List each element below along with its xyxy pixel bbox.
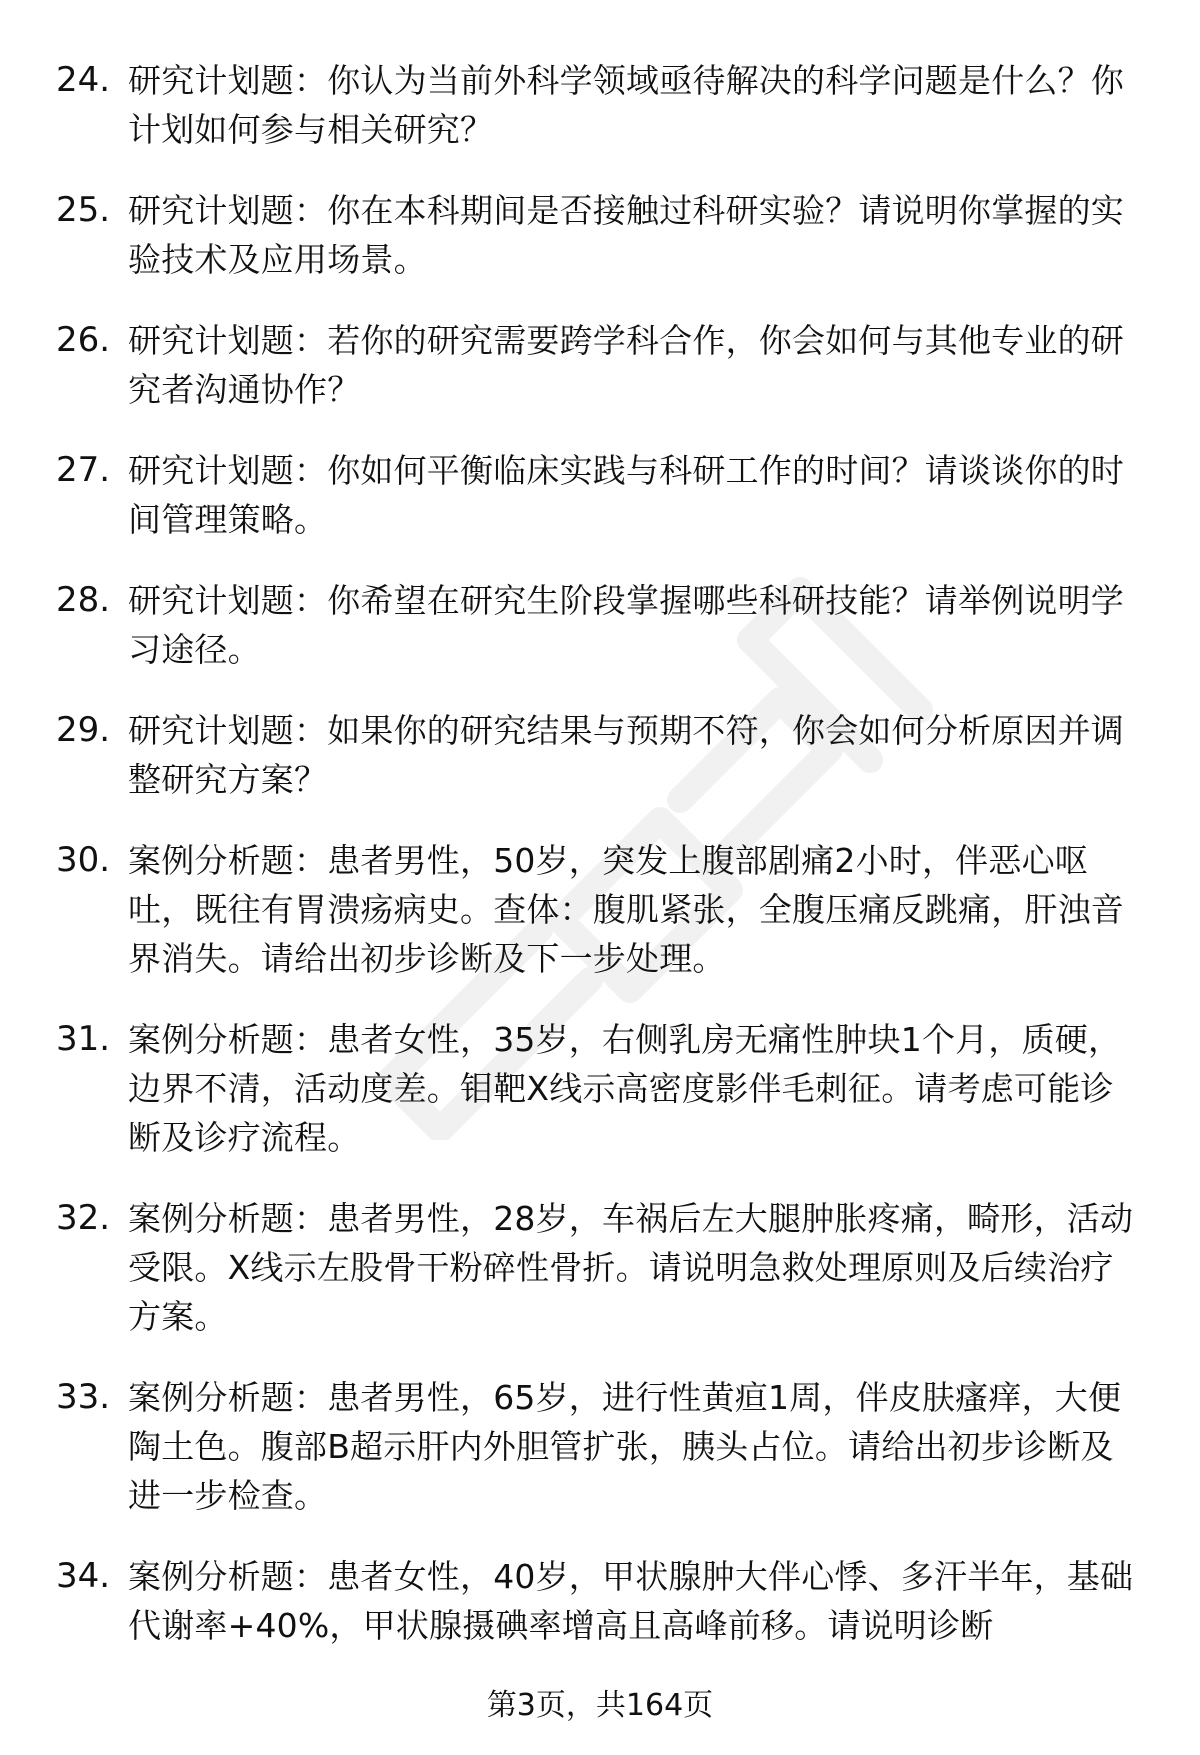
- question-number: 24.: [56, 60, 111, 100]
- question-text: 研究计划题：你如何平衡临床实践与科研工作的时间？请谈谈你的时间管理策略。: [128, 451, 1124, 539]
- question-number: 27.: [56, 450, 111, 490]
- question-item: [56, 56, 1146, 154]
- question-text: 研究计划题：你希望在研究生阶段掌握哪些科研技能？请举例说明学习途径。: [128, 581, 1124, 669]
- question-text: 案例分析题：患者男性，28岁，车祸后左大腿肿胀疼痛，畸形，活动受限。X线示左股骨干粉碎性骨折。请说明急救处理原则及后续治疗方案。: [128, 1199, 1134, 1336]
- question-text: 案例分析题：患者女性，40岁，甲状腺肿大伴心悸、多汗半年，基础代谢率+40%，甲状腺摄碘率增高且高峰前移。请说明诊断: [128, 1557, 1134, 1645]
- question-number: 31.: [56, 1019, 111, 1059]
- question-number: 29.: [56, 710, 111, 750]
- question-number: 34.: [56, 1556, 111, 1596]
- question-item: [56, 836, 1146, 983]
- question-number: 28.: [56, 580, 111, 620]
- question-item: [56, 186, 1146, 284]
- question-item: [56, 1194, 1146, 1341]
- question-number: 33.: [56, 1377, 111, 1417]
- question-number: 32.: [56, 1198, 111, 1238]
- question-text: 案例分析题：患者男性，50岁，突发上腹部剧痛2小时，伴恶心呕吐，既往有胃溃疡病史。查体：腹肌紧张，全腹压痛反跳痛，肝浊音界消失。请给出初步诊断及下一步处理。: [128, 841, 1124, 978]
- question-item: [56, 706, 1146, 804]
- question-item: [56, 316, 1146, 414]
- question-number: 30.: [56, 840, 111, 880]
- question-text: 研究计划题：如果你的研究结果与预期不符，你会如何分析原因并调整研究方案？: [128, 711, 1124, 799]
- page-footer: 第3页，共164页: [486, 1688, 714, 1723]
- question-text: 研究计划题：你认为当前外科学领域亟待解决的科学问题是什么？你计划如何参与相关研究？: [128, 61, 1124, 149]
- question-text: 研究计划题：你在本科期间是否接触过科研实验？请说明你掌握的实验技术及应用场景。: [128, 191, 1124, 279]
- question-number: 26.: [56, 320, 111, 360]
- question-text: 研究计划题：若你的研究需要跨学科合作，你会如何与其他专业的研究者沟通协作？: [128, 321, 1124, 409]
- question-text: 案例分析题：患者男性，65岁，进行性黄疸1周，伴皮肤瘙痒，大便陶土色。腹部B超示肝内外胆管扩张，胰头占位。请给出初步诊断及进一步检查。: [128, 1378, 1122, 1515]
- question-item: [56, 1373, 1146, 1520]
- question-item: [56, 576, 1146, 674]
- question-item: [56, 1015, 1146, 1162]
- question-item: [56, 446, 1146, 544]
- question-list: [56, 56, 1146, 1682]
- question-item: [56, 1552, 1146, 1650]
- question-number: 25.: [56, 190, 111, 230]
- question-text: 案例分析题：患者女性，35岁，右侧乳房无痛性肿块1个月，质硬，边界不清，活动度差。钼靶X线示高密度影伴毛刺征。请考虑可能诊断及诊疗流程。: [128, 1020, 1122, 1157]
